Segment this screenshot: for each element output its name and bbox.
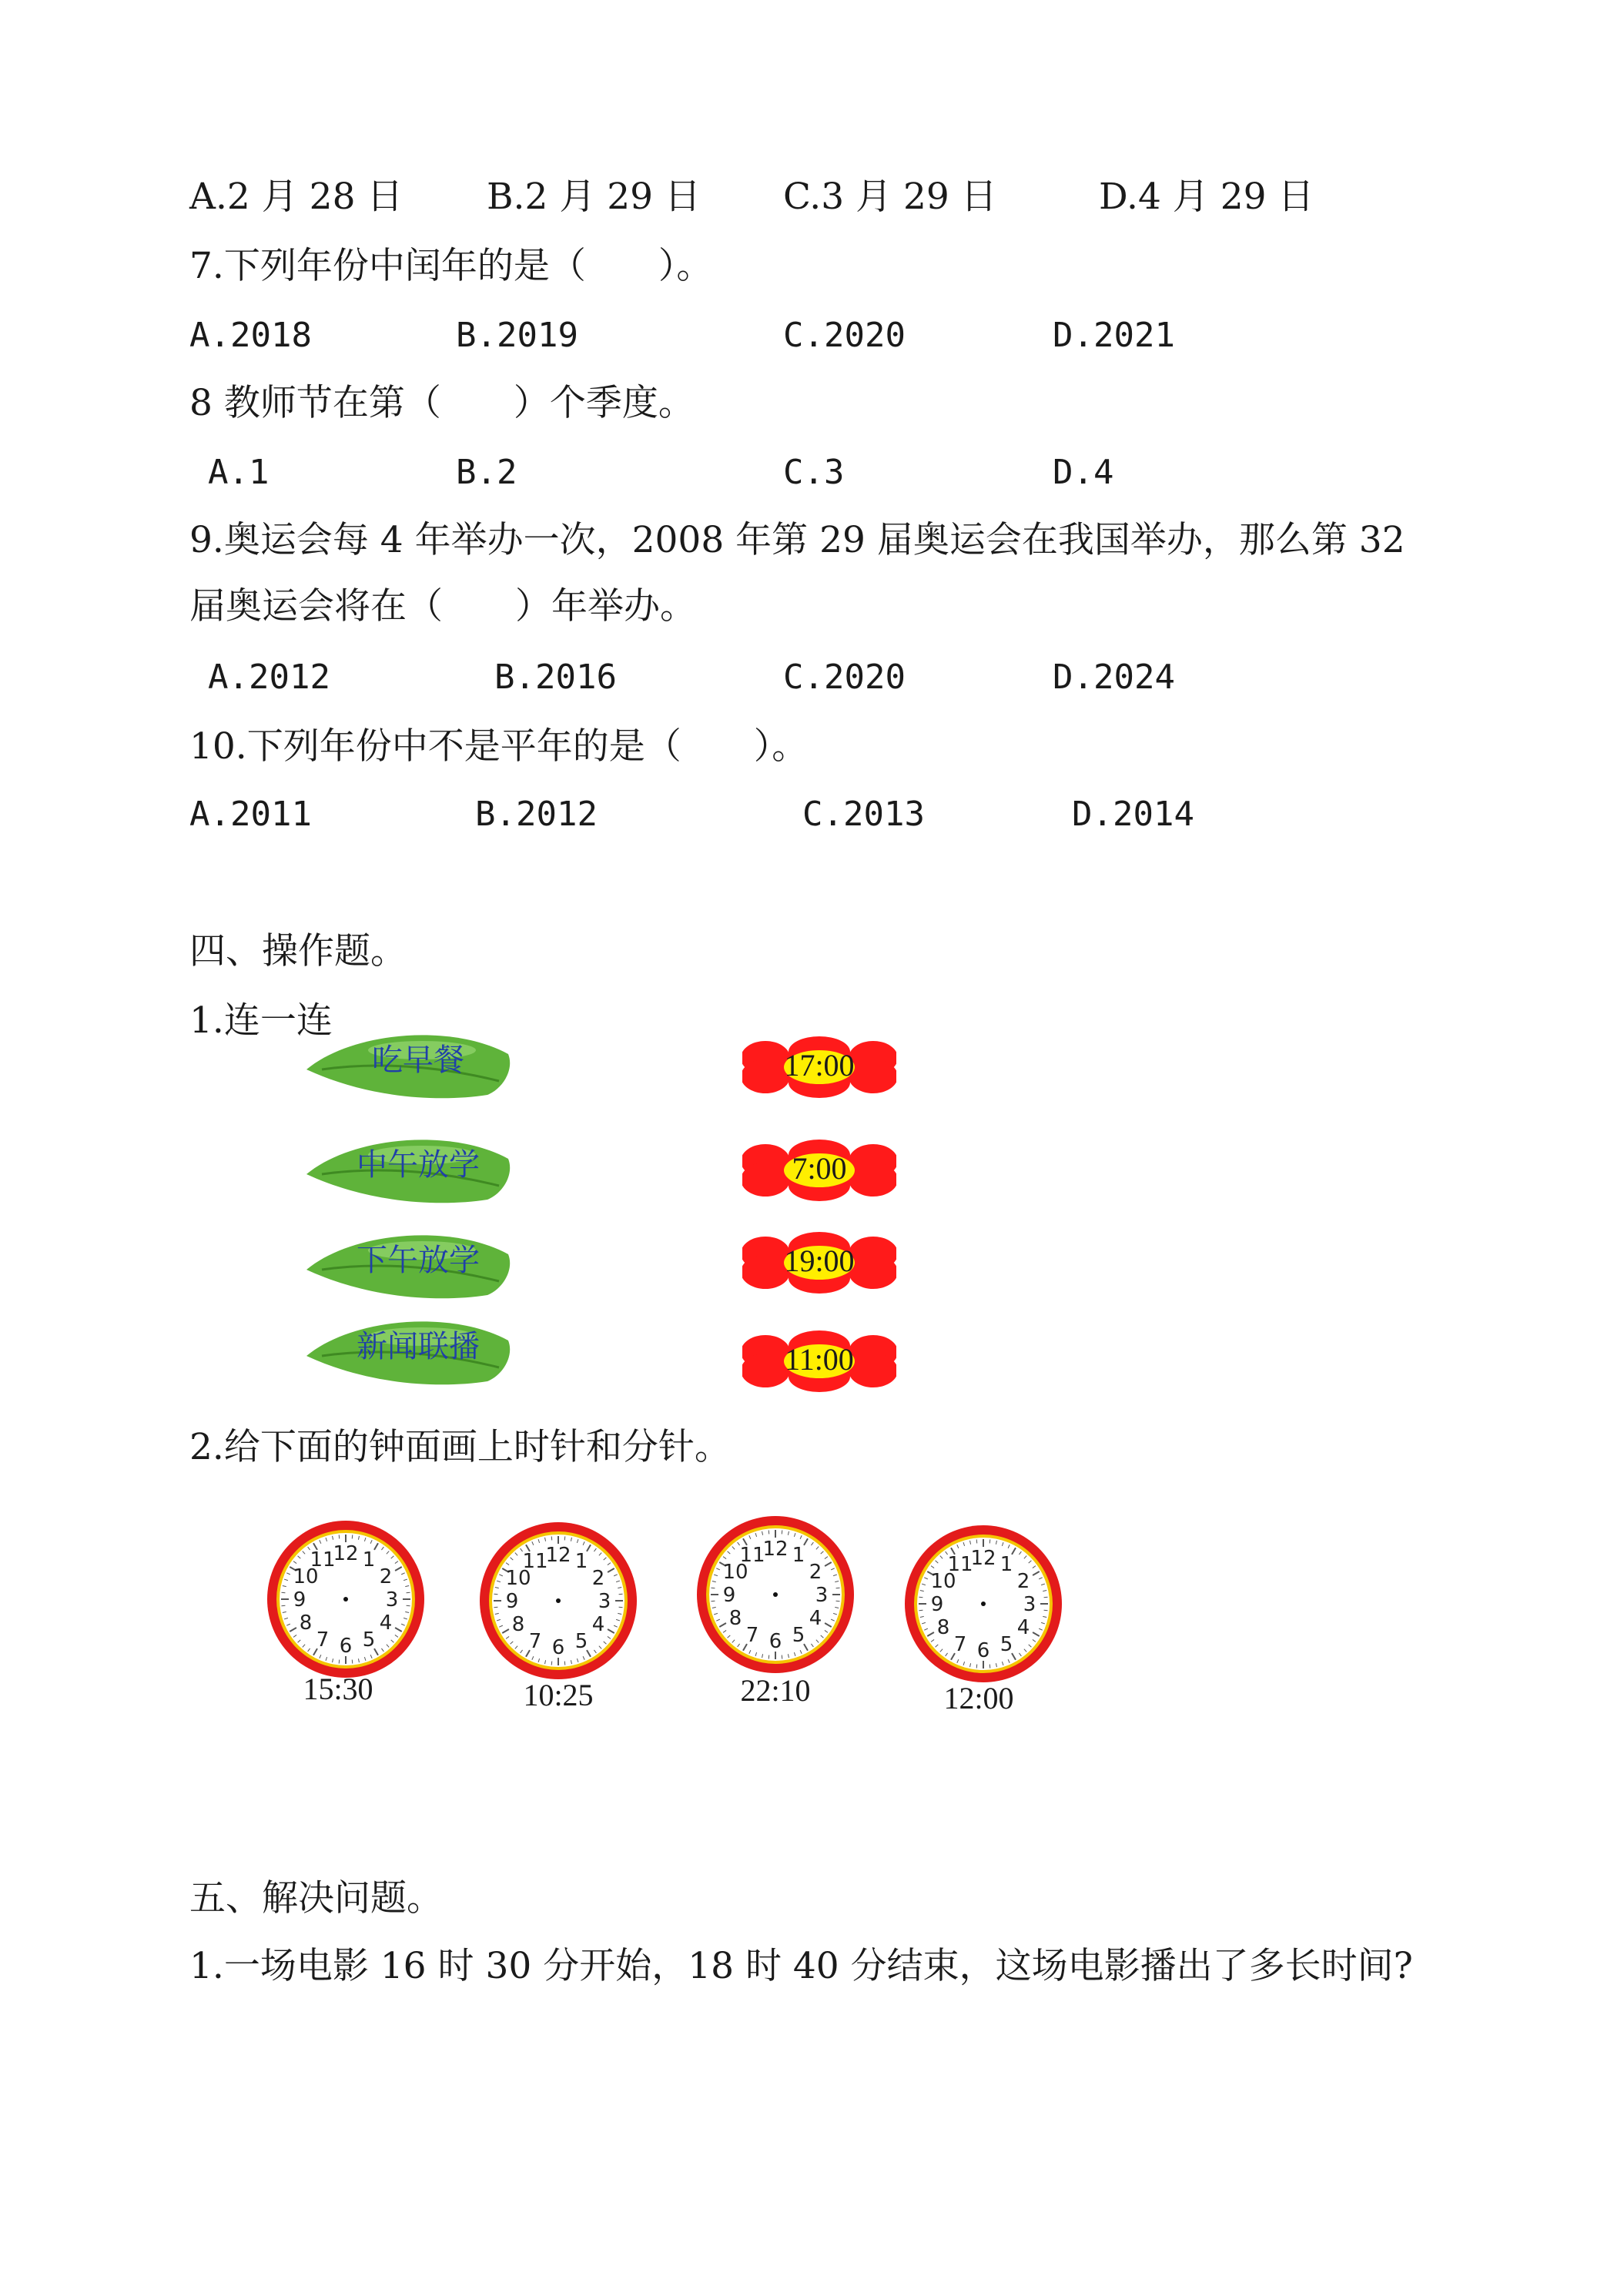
q8-option-d: D.4 — [1053, 453, 1114, 492]
section5-q1: 1.一场电影 16 时 30 分开始，18 时 40 分结束，这场电影播出了多长时间? — [189, 1945, 1413, 1987]
svg-text:2: 2 — [809, 1561, 822, 1584]
leaf-activity-4[interactable] — [306, 1314, 514, 1387]
q8-option-a: A.1 — [208, 453, 270, 492]
svg-text:3: 3 — [385, 1588, 399, 1612]
q6-option-c: C.3 月 29 日 — [783, 176, 997, 218]
clock-time-label: 12:00 — [943, 1681, 1014, 1715]
svg-text:5: 5 — [574, 1629, 588, 1653]
leaf-activity-1[interactable] — [306, 1027, 514, 1100]
svg-text:5: 5 — [362, 1628, 376, 1652]
svg-text:7: 7 — [953, 1632, 967, 1656]
q9-option-d: D.2024 — [1053, 658, 1175, 697]
svg-text:4: 4 — [591, 1613, 605, 1636]
leaf-label: 吃早餐 — [372, 1043, 464, 1078]
q8-option-b: B.2 — [456, 453, 517, 492]
clock-face-icon — [902, 1523, 1064, 1685]
svg-text:1: 1 — [1000, 1553, 1013, 1577]
match-title: 1.连一连 — [189, 999, 333, 1042]
svg-text:3: 3 — [598, 1590, 611, 1613]
clock-face-2[interactable] — [477, 1520, 639, 1682]
q10-option-d: D.2014 — [1072, 795, 1194, 834]
svg-text:11: 11 — [947, 1553, 973, 1577]
svg-text:3: 3 — [1023, 1593, 1036, 1616]
svg-text:9: 9 — [930, 1593, 944, 1616]
flower-label: 11:00 — [785, 1342, 854, 1377]
flower-label: 17:00 — [784, 1048, 855, 1083]
q7-option-b: B.2019 — [456, 316, 578, 355]
q10-option-b: B.2012 — [475, 795, 598, 834]
svg-text:3: 3 — [815, 1584, 829, 1607]
flower-time-3[interactable] — [742, 1232, 896, 1294]
svg-text:6: 6 — [976, 1639, 990, 1662]
clock-face-icon — [265, 1518, 427, 1680]
svg-text:1: 1 — [574, 1550, 588, 1574]
q6-option-d: D.4 月 29 日 — [1099, 176, 1314, 218]
leaf-label: 下午放学 — [357, 1243, 480, 1278]
svg-text:8: 8 — [936, 1616, 950, 1639]
svg-text:8: 8 — [511, 1613, 525, 1636]
clock-time-label: 15:30 — [303, 1672, 373, 1706]
svg-text:12: 12 — [762, 1538, 789, 1561]
svg-text:2: 2 — [591, 1567, 605, 1590]
svg-text:9: 9 — [293, 1588, 306, 1612]
svg-text:5: 5 — [792, 1623, 805, 1647]
svg-text:2: 2 — [1016, 1570, 1030, 1593]
flower-label: 19:00 — [784, 1243, 855, 1278]
q9-line2: 届奥运会将在（ ）年举办。 — [189, 585, 696, 628]
q7-option-a: A.2018 — [189, 316, 312, 355]
q6-option-a: A.2 月 28 日 — [189, 176, 403, 218]
svg-text:7: 7 — [316, 1628, 330, 1652]
section5-title: 五、解决问题。 — [189, 1877, 443, 1919]
svg-text:9: 9 — [505, 1590, 519, 1613]
leaf-label: 新闻联播 — [357, 1329, 480, 1364]
svg-text:7: 7 — [745, 1623, 759, 1647]
svg-text:8: 8 — [728, 1607, 742, 1630]
svg-text:9: 9 — [722, 1584, 736, 1607]
q7-option-c: C.2020 — [783, 316, 906, 355]
q6-option-b: B.2 月 29 日 — [487, 176, 702, 218]
clock-time-label: 10:25 — [523, 1678, 594, 1712]
clock-face-icon — [695, 1514, 856, 1675]
q10-option-c: C.2013 — [802, 795, 925, 834]
q9-option-c: C.2020 — [783, 658, 906, 697]
flower-time-2[interactable] — [742, 1140, 896, 1201]
svg-text:6: 6 — [551, 1636, 565, 1659]
clock-time-label: 22:10 — [740, 1673, 811, 1708]
q9-option-a: A.2012 — [208, 658, 330, 697]
clock-face-1[interactable] — [265, 1518, 427, 1680]
leaf-activity-3[interactable] — [306, 1227, 514, 1300]
svg-text:1: 1 — [362, 1548, 376, 1572]
leaf-label: 中午放学 — [357, 1147, 480, 1183]
q10-text: 10.下列年份中不是平年的是（ ）。 — [189, 725, 809, 768]
svg-text:12: 12 — [970, 1547, 996, 1570]
leaf-activity-2[interactable] — [306, 1132, 514, 1205]
svg-text:8: 8 — [299, 1612, 313, 1635]
q8-text: 8 教师节在第（ ）个季度。 — [189, 382, 695, 424]
q10-option-a: A.2011 — [189, 795, 312, 834]
svg-text:11: 11 — [310, 1548, 336, 1572]
svg-text:11: 11 — [739, 1544, 765, 1568]
flower-time-1[interactable] — [742, 1036, 896, 1098]
q9-option-b: B.2016 — [494, 658, 617, 697]
svg-text:5: 5 — [1000, 1632, 1013, 1656]
svg-text:12: 12 — [545, 1544, 571, 1567]
q9-line1: 9.奥运会每 4 年举办一次，2008 年第 29 届奥运会在我国举办，那么第 32 — [189, 519, 1405, 561]
clock-face-icon — [477, 1520, 639, 1682]
svg-text:2: 2 — [379, 1565, 393, 1588]
section4-title: 四、操作题。 — [189, 930, 407, 972]
clock-face-4[interactable] — [902, 1523, 1064, 1685]
clock-task-title: 2.给下面的钟面画上时针和分针。 — [189, 1426, 731, 1468]
q7-option-d: D.2021 — [1053, 316, 1175, 355]
svg-text:10: 10 — [930, 1570, 956, 1593]
svg-text:10: 10 — [722, 1561, 748, 1584]
svg-text:11: 11 — [522, 1550, 548, 1574]
flower-label: 7:00 — [792, 1151, 847, 1186]
svg-text:6: 6 — [768, 1630, 782, 1653]
svg-text:10: 10 — [505, 1567, 531, 1590]
flower-time-4[interactable] — [742, 1330, 896, 1392]
svg-text:4: 4 — [1016, 1616, 1030, 1639]
svg-text:1: 1 — [792, 1544, 805, 1568]
svg-text:4: 4 — [809, 1607, 822, 1630]
q7-text: 7.下列年份中闰年的是（ ）。 — [189, 245, 713, 287]
svg-text:12: 12 — [333, 1542, 359, 1565]
svg-text:6: 6 — [339, 1635, 353, 1658]
clock-face-3[interactable] — [695, 1514, 856, 1675]
svg-text:4: 4 — [379, 1612, 393, 1635]
svg-text:10: 10 — [293, 1565, 319, 1588]
svg-text:7: 7 — [528, 1629, 542, 1653]
q8-option-c: C.3 — [783, 453, 845, 492]
